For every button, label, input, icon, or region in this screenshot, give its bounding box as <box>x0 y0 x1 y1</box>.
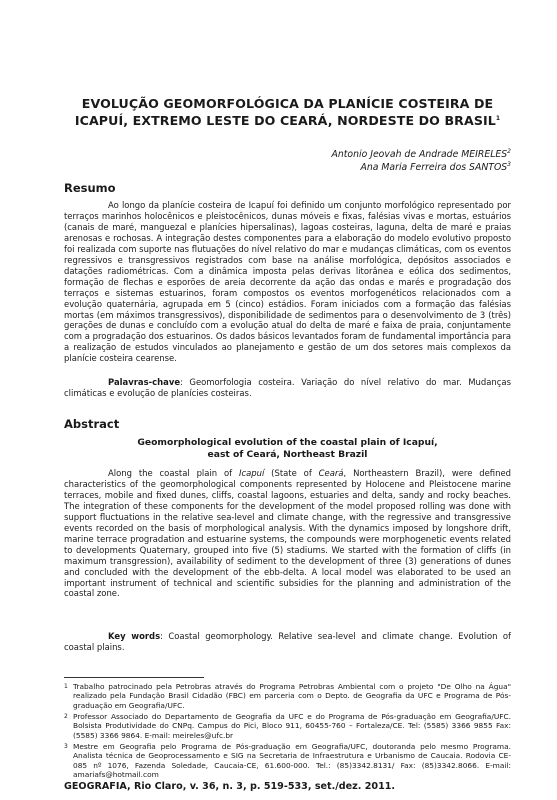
abstract-text-a: Along the coastal plain of <box>108 468 239 478</box>
footnote-2 <box>64 712 511 740</box>
abstract-text-ceara: Ceará <box>318 468 344 478</box>
title-line-1: EVOLUÇÃO GEOMORFOLÓGICA DA PLANÍCIE COSTEIRA DE <box>81 96 494 111</box>
footnote-3 <box>64 742 511 779</box>
title-footnote-mark: 1 <box>495 114 501 122</box>
abstract-title <box>64 437 511 461</box>
author-1-mark: 2 <box>507 147 511 155</box>
author-1 <box>332 148 511 161</box>
footnote-1 <box>64 682 511 710</box>
abstract-title-line-2: east of Ceará, Northeast Brazil <box>207 449 368 460</box>
footnote-1-text: Trabalho patrocinado pela Petrobras através do Programa Petrobras Ambiental com o projeto "De Olho na Água" realizado pela Fundação Brasil Cidadão (FBC) em parceria com o Depto. de Geografia da UFC e Programa de Pós-graduação em Geografia/UFC. <box>73 682 511 710</box>
author-2 <box>332 161 511 174</box>
resumo-paragraph: Ao longo da planície costeira de Icapuí foi definido um conjunto morfológico representado por terraços marinhos holocênicos e pleistocênicos, dunas móveis e fixas, falésias vivas e mortas, estuários (canais de maré, manguezal e planícies hipersalinas), lagoas costeiras, laguna, delta de maré e praias arenosas e rochosas. A integração destes componentes para a elaboração do modelo evolutivo proposto foi realizada com suporte nas flutuações do nível relativo do mar e mudanças climáticas, com os eventos regressivos e transgressivos registrados com base na análise morfológica, depósitos associados e datações radiométricas. Com a dinâmica imposta pelas derivas litorânea e eólica dos sedimentos, formação de flechas e esporões de areia decorrente da ação das ondas e marés e progradação dos terraços e sistemas estuarinos, foram compostos os eventos morfogenéticos relacionados com a evolução quaternária, agrupada em 5 (cinco) estádios. Foram iniciados com a formação das falésias mortas (em máximos transgressivos), disponibilidade de sedimentos para o desenvolvimento de 3 (três) gerações de dunas e concluído com a evolução atual do delta de maré e faixa de praia, conjuntamente com a progradação dos estuarinos. Os dados básicos levantados foram de fundamental importância para a realização de estudos vinculados ao planejamento e gestão de um dos setores mais complexos da planície costeira cearense. <box>64 200 511 364</box>
abstract-paragraph <box>64 468 511 599</box>
journal-footer: GEOGRAFIA, Rio Claro, v. 36, n. 3, p. 519-533, set./dez. 2011. <box>64 781 396 792</box>
title-line-2 <box>64 112 511 129</box>
authors-block <box>332 148 511 174</box>
key-words-text: : Coastal geomorphology. Relative sea-level and climate change. Evolution of coastal plains. <box>64 631 511 652</box>
palavras-chave-text: : Geomorfologia costeira. Variação do nível relativo do mar. Mudanças climáticas e evolução de planícies costeiras. <box>64 377 511 398</box>
paper-title <box>64 95 511 129</box>
palavras-chave <box>64 377 511 399</box>
palavras-chave-label: Palavras-chave <box>108 377 181 387</box>
footnote-2-number: 2 <box>64 713 68 720</box>
author-1-name: Antonio Jeovah de Andrade MEIRELES <box>331 149 508 160</box>
resumo-heading: Resumo <box>64 181 116 195</box>
footnote-2-text: Professor Associado do Departamento de Geografia da UFC e do Programa de Pós-graduação em Geografia/UFC. Bolsista Produtividade do CNPq. Campus do Pici, Bloco 911, 60455-760 – Fortaleza/CE. Tel: (5585) 3366 9855 Fax: (5585) 3366 9864. E-mail: meireles@ufc.br <box>73 712 511 740</box>
footnote-1-number: 1 <box>64 683 68 690</box>
author-2-name: Ana Maria Ferreira dos SANTOS <box>360 162 508 173</box>
abstract-text-icapui: Icapuí <box>238 468 265 478</box>
abstract-title-line-1: Geomorphological evolution of the coastal plain of Icapuí, <box>137 437 438 448</box>
abstract-text-c: , Northeastern Brazil), were defined characteristics of the geomorphological components represented by Holocene and Pleistocene marine terraces, mobile and fixed dunes, cliffs, coastal lagoons, estuaries and delta, sandy and rocky beaches. The integration of these components for the development of the model proposed rolling was done with support fluctuations in the relative sea-level and climate change, with the regressive and transgressive events recorded on the basis of morphological analysis. With the dynamics imposed by longshore drift, marine terrace progradation and estuarine systems, the compounds were morphogenetic events related to developments Quaternary, grouped into five (5) stadiums. We started with the formation of cliffs (in maximum transgression), availability of sediment to the development of three (3) generations of dunes and concluded with the development of the ebb-delta. A local model was elaborated to be used an important instrument of technical and scientific subsidies for the planning and administration of the coastal zone. <box>64 468 511 599</box>
key-words <box>64 631 511 653</box>
author-2-mark: 3 <box>507 160 511 168</box>
footnote-divider <box>64 677 204 678</box>
key-words-label: Key words <box>108 631 161 641</box>
abstract-heading: Abstract <box>64 417 120 431</box>
title-line-2-text: ICAPUÍ, EXTREMO LESTE DO CEARÁ, NORDESTE DO BRASIL <box>74 113 496 128</box>
footnote-3-number: 3 <box>64 743 68 750</box>
footnote-3-text: Mestre em Geografia pelo Programa de Pós-graduação em Geografia/UFC, doutoranda pelo mesmo Programa. Analista técnica de Geoprocessamento e SIG na Secretaria de Infraestrutura e Urbanismo de Caucaia. Rodovia CE-085 nº 1076, Fazenda Soledade, Caucaia-CE, 61.600-000. Tel.: (85)3342.8131/ Fax: (85)3342.8066. E-mail: amariafs@hotmail.com <box>73 742 511 779</box>
abstract-text-b: (State of <box>264 468 319 478</box>
